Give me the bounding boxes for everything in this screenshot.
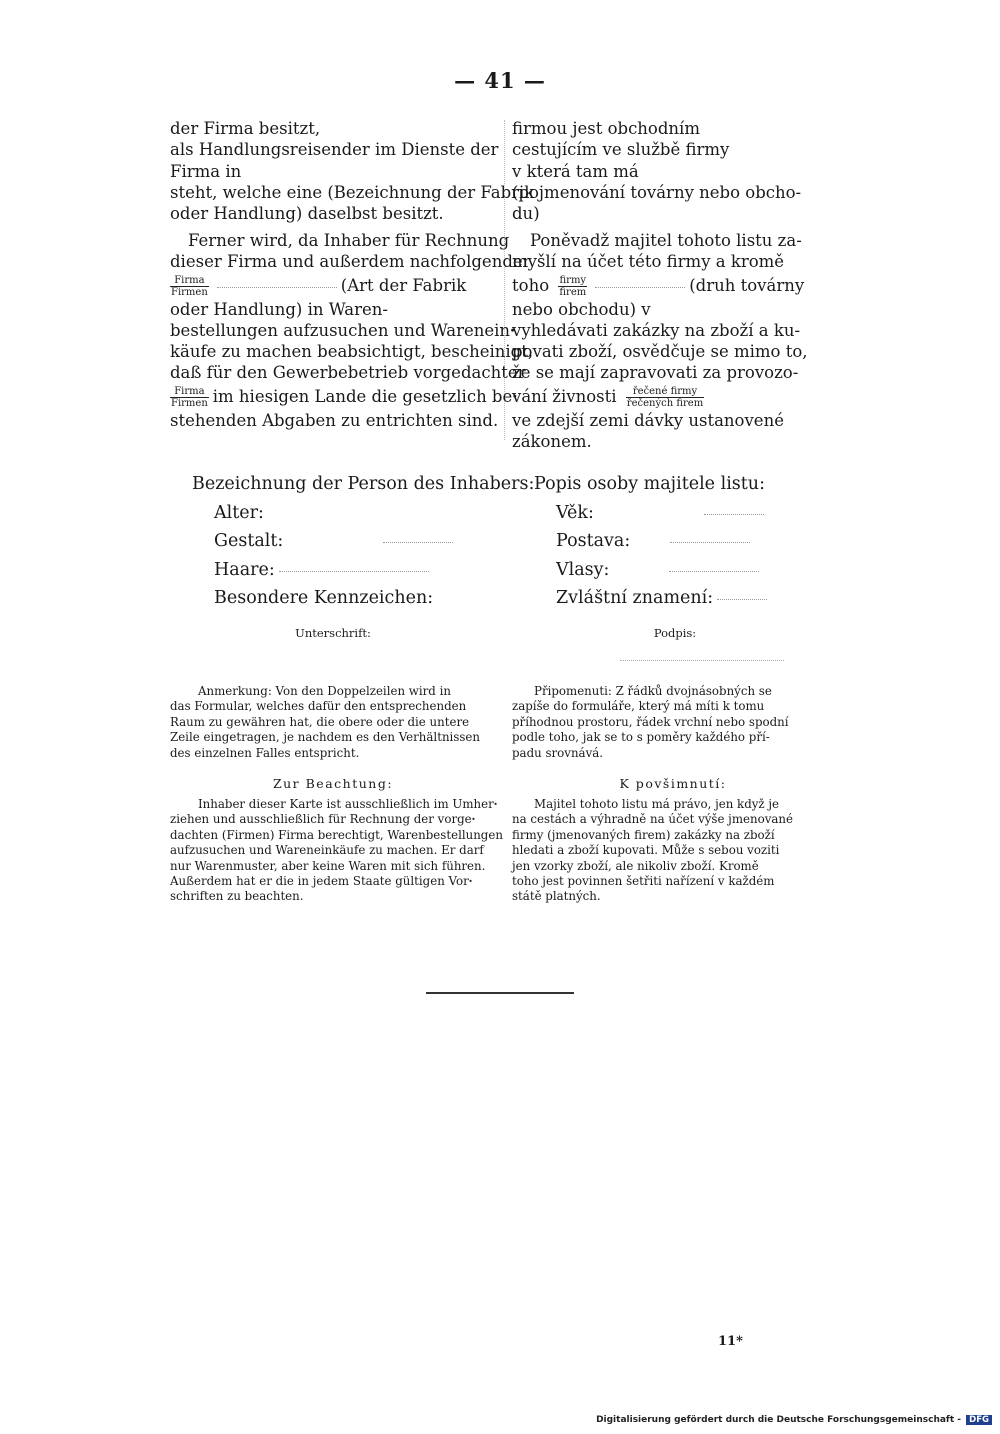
german-main-line: dieser Firma und außerdem nachfolgender [170, 252, 531, 272]
german-attention [170, 797, 503, 905]
czech-attention-line: na cestách a výhradně na účet výše jmenované [512, 812, 793, 827]
german-note-line: das Formular, welches dafür den entsprechenden [170, 699, 467, 714]
czech-signature-line [620, 660, 784, 661]
czech-main-line: ve zdejší zemi dávky ustanovené [512, 410, 784, 430]
czech-description-section [534, 470, 856, 613]
footer-credit-text: Digitalisierung gefördert durch die Deutsche Forschungsgemeinschaft - [596, 1415, 962, 1425]
german-attention-line: Außerdem hat er die in jedem Staate gültigen Vorꞏ [170, 874, 473, 889]
czech-signature-label: Podpis: [653, 626, 697, 640]
german-fraction-firma-2: $\frac{\text{Firma}}{\text{Firmen}}$ [171, 385, 208, 409]
czech-field-stature: Postava: [556, 531, 631, 551]
german-field-age: Alter: [214, 502, 264, 523]
czech-note-line: příhodnou prostoru, řádek vrchní nebo spodní [512, 714, 789, 729]
czech-attention-line: hledati a zboží kupovati. Může s sebou voziti [512, 843, 780, 858]
czech-note-line: Připomenuti: Z řádků dvojnásobných se [534, 684, 772, 698]
german-intro-line: Firma in [170, 161, 242, 181]
czech-main-paragraph [512, 230, 834, 452]
czech-intro-line: cestujícím ve službě firmy [512, 140, 730, 160]
czech-attention-line: toho jest povinnen šetřiti nařízení v každém [512, 874, 775, 889]
german-intro-line: steht, welche eine (Bezeichnung der Fabrik [170, 182, 535, 202]
german-description-heading: Bezeichnung der Person des Inhabers: [192, 474, 535, 494]
czech-main-line: vyhledávati zakázky na zboží a ku- [512, 320, 801, 340]
german-signature-label: Unterschrift: [295, 626, 371, 640]
german-attention-title: Zur Beachtung: [272, 776, 394, 791]
czech-field-age: Věk: [556, 502, 594, 523]
czech-main-line: Poněvadž majitel tohoto listu za- [530, 231, 802, 250]
czech-attention-line: Majitel tohoto listu má právo, jen když je [534, 797, 780, 811]
czech-fraction-firmy: $\frac{\text{firmy}}{\text{firem}}$ [559, 274, 587, 298]
czech-note-line: zapíše do formuláře, který má míti k tomu [512, 699, 765, 714]
czech-main-line: zákonem. [512, 432, 592, 452]
german-note-line: Anmerkung: Von den Doppelzeilen wird in [198, 684, 451, 698]
german-description-section [192, 470, 535, 613]
german-attention-line: schriften zu beachten. [170, 889, 304, 904]
german-field-marks: Besondere Kennzeichen: [214, 588, 434, 608]
german-note-line: Zeile eingetragen, je nachdem es den Verhältnissen [170, 730, 481, 745]
separator-rule [426, 992, 574, 994]
german-main-line: Ferner wird, da Inhaber für Rechnung [188, 231, 510, 250]
czech-main-line: povati zboží, osvědčuje se mimo to, [512, 342, 808, 362]
czech-fraction-firmy-2: $\frac{\text{řečené firmy}}{\text{řečených firem}}$ [626, 385, 704, 409]
czech-attention-line: firmy (jmenovaných firem) zakázky na zboží [512, 827, 775, 842]
czech-attention-line: jen vzorky zboží, ale nikoliv zboží. Kromě [512, 858, 759, 873]
german-main-line: daß für den Gewerbebetrieb vorgedachter [170, 363, 526, 383]
page-signature-mark: 11* [718, 1334, 743, 1349]
czech-intro-line: firmou jest obchodním [512, 119, 700, 138]
german-attention-line: nur Warenmuster, aber keine Waren mit sich führen. [170, 858, 486, 873]
page-number: — 41 — [454, 68, 546, 93]
german-attention-line: dachten (Firmen) Firma berechtigt, Warenbestellungen [170, 827, 503, 842]
german-main-line: im hiesigen Lande die gesetzlich beꞏ [212, 386, 518, 406]
german-main-paragraph [170, 230, 534, 431]
german-attention-line: aufzusuchen und Wareneinkäufe zu machen. Er darf [170, 843, 484, 858]
czech-attention-line: státě platných. [512, 889, 601, 904]
czech-intro-line: (pojmenování továrny nebo obcho- [512, 182, 802, 202]
czech-note-line: podle toho, jak se to s poměry každého pří- [512, 730, 770, 745]
czech-main-line: že se mají zapravovati za provozo- [512, 363, 799, 383]
german-fraction-firma: $\frac{\text{Firma}}{\text{Firmen}}$ [171, 274, 208, 298]
german-main-line-fraction [170, 273, 496, 299]
german-intro-line: oder Handlung) daselbst besitzt. [170, 204, 444, 224]
czech-field-marks: Zvláštní znamení: [556, 588, 714, 608]
german-main-line: bestellungen aufzusuchen und Wareneinꞏ [170, 320, 516, 340]
german-intro-line: als Handlungsreisender im Dienste der [170, 140, 499, 160]
czech-main-line: myšlí na účet této firmy a kromě [512, 252, 785, 272]
german-note-line: des einzelnen Falles entspricht. [170, 745, 360, 760]
czech-field-hair: Vlasy: [556, 559, 610, 580]
czech-intro-paragraph [512, 118, 834, 224]
german-attention-line: ziehen und ausschließlich für Rechnung der vorgeꞏ [170, 812, 476, 827]
german-attention-line: Inhaber dieser Karte ist ausschließlich im Umherꞏ [198, 797, 498, 811]
czech-intro-line: v která tam má [512, 161, 639, 181]
german-main-line: (Art der Fabrik [340, 275, 467, 295]
german-main-line: oder Handlung) in Waren- [170, 299, 388, 319]
czech-main-line-fraction: toho $\frac{\text{firmy}}{\text{firem}}$ (druh továrny [512, 274, 805, 298]
german-main-line-fraction [170, 384, 518, 410]
czech-intro-line: du) [512, 204, 540, 224]
german-field-stature: Gestalt: [214, 531, 284, 551]
czech-main-line-fraction: vání živnosti $\frac{\text{řečené firmy}}{\text{řečených firem}}$ [512, 385, 704, 409]
czech-note [512, 684, 834, 761]
footer-credit [596, 1415, 992, 1425]
czech-attention-title: K povšimnutí: [619, 776, 727, 791]
german-note [170, 684, 496, 761]
german-main-line: käufe zu machen beabsichtigt, bescheinigt, [170, 342, 534, 362]
german-main-line: stehenden Abgaben zu entrichten sind. [170, 410, 499, 430]
czech-attention [512, 797, 834, 905]
german-field-hair: Haare: [214, 559, 275, 580]
czech-description-heading: Popis osoby majitele listu: [534, 474, 765, 494]
czech-note-line: padu srovnává. [512, 745, 604, 760]
german-note-line: Raum zu gewähren hat, die obere oder die untere [170, 714, 470, 729]
czech-main-line: nebo obchodu) v [512, 299, 651, 319]
german-intro-line: der Firma besitzt, [170, 119, 321, 138]
dfg-logo: DFG [966, 1415, 992, 1425]
